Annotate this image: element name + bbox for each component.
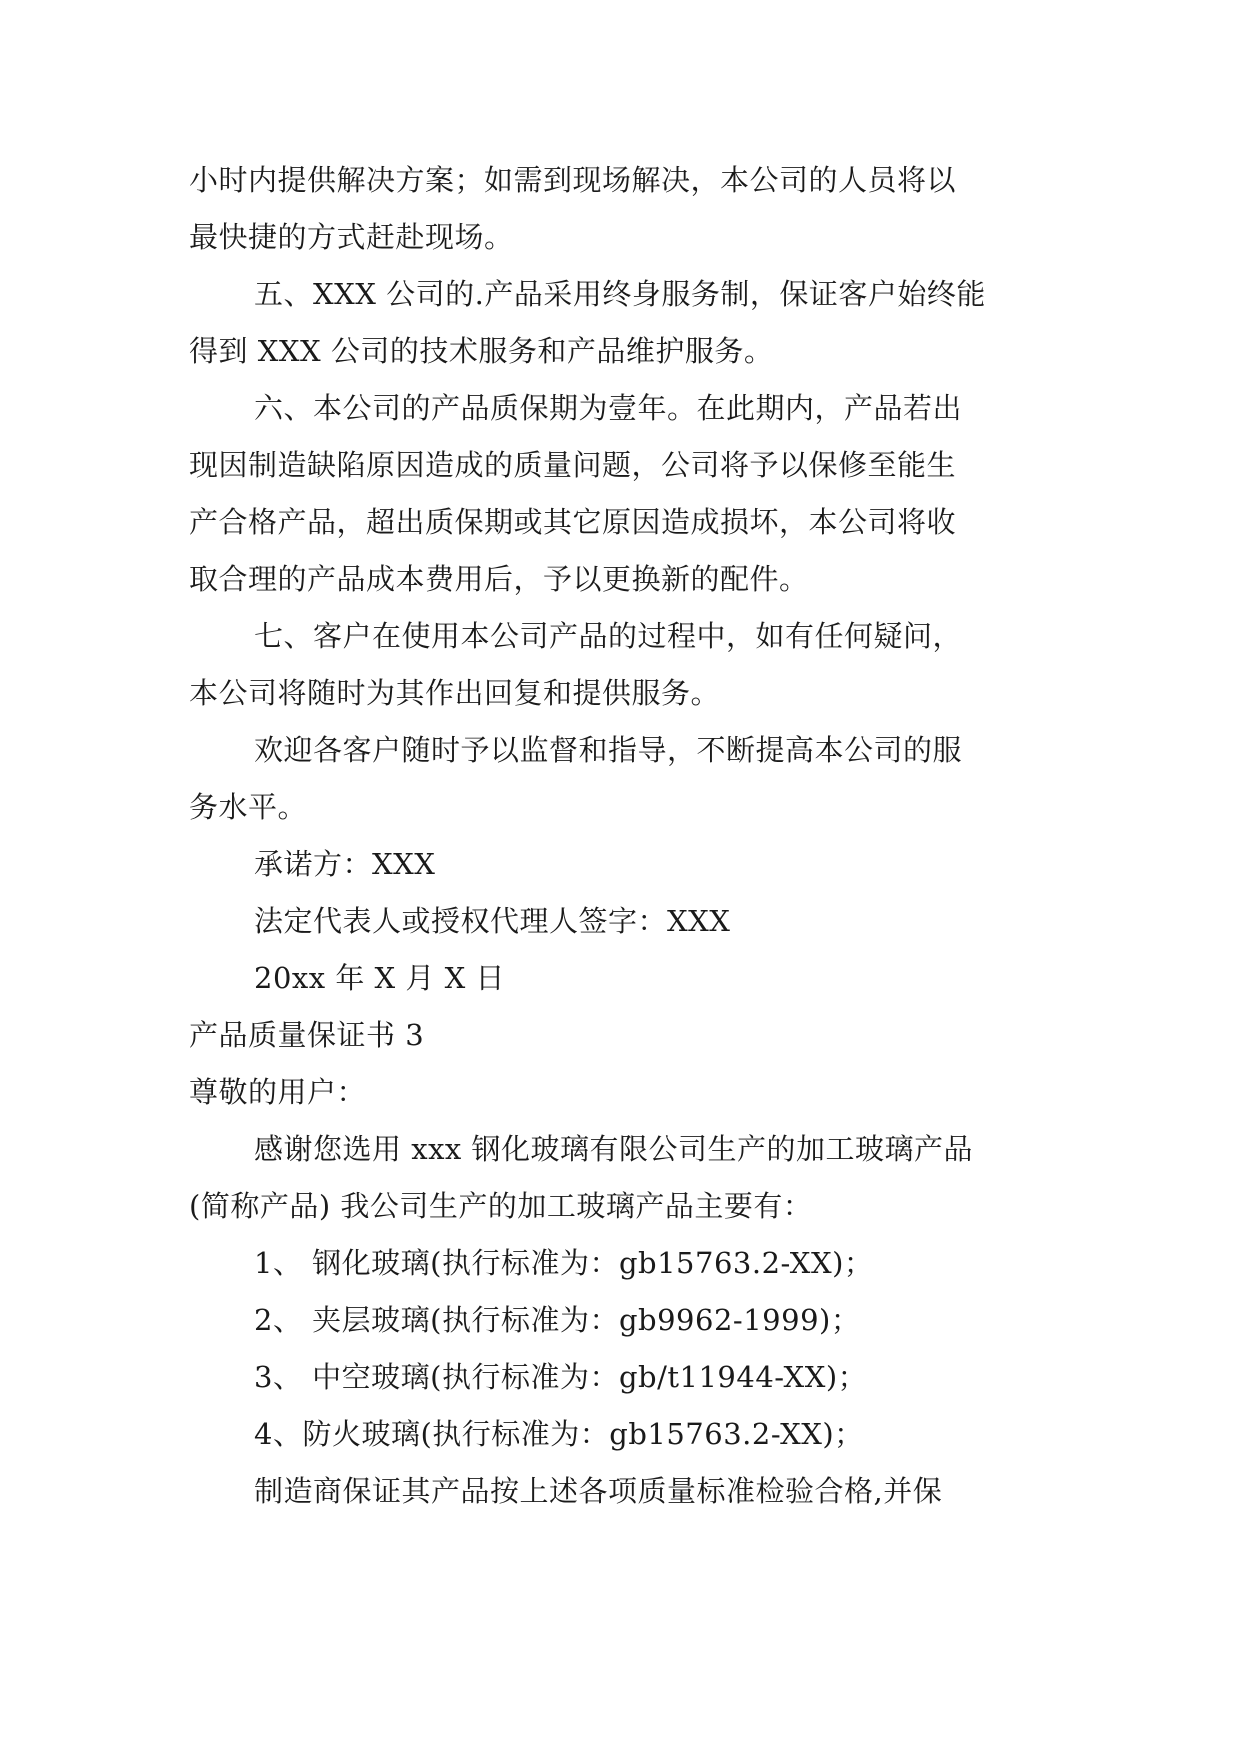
list-item: 4、防火玻璃(执行标准为：gb15763.2-XX)； (254, 1417, 864, 1451)
text-line: (简称产品) 我公司生产的加工玻璃产品主要有： (189, 1189, 813, 1223)
text-line: 欢迎各客户随时予以监督和指导，不断提高本公司的服 (254, 733, 963, 767)
list-item: 2、 夹层玻璃(执行标准为：gb9962-1999)； (254, 1303, 861, 1337)
text-line: 最快捷的方式赶赴现场。 (189, 220, 514, 254)
text-line: 本公司将随时为其作出回复和提供服务。 (189, 676, 721, 710)
section-heading: 产品质量保证书 3 (189, 1018, 425, 1052)
text-line: 六、本公司的产品质保期为壹年。在此期内，产品若出 (254, 391, 963, 425)
salutation: 尊敬的用户： (189, 1075, 367, 1109)
text-line: 务水平。 (189, 790, 308, 824)
text-line: 得到 XXX 公司的技术服务和产品维护服务。 (189, 334, 774, 368)
signatory-line: 承诺方：XXX (254, 847, 436, 881)
text-line: 感谢您选用 xxx 钢化玻璃有限公司生产的加工玻璃产品 (254, 1132, 974, 1166)
text-line: 现因制造缺陷原因造成的质量问题，公司将予以保修至能生 (189, 448, 957, 482)
text-line: 五、XXX 公司的.产品采用终身服务制，保证客户始终能 (254, 277, 986, 311)
text-line: 产合格产品，超出质保期或其它原因造成损坏，本公司将收 (189, 505, 957, 539)
list-item: 1、 钢化玻璃(执行标准为：gb15763.2-XX)； (254, 1246, 874, 1280)
text-line: 七、客户在使用本公司产品的过程中，如有任何疑问， (254, 619, 963, 653)
date-line: 20xx 年 X 月 X 日 (254, 961, 505, 995)
text-line: 小时内提供解决方案；如需到现场解决，本公司的人员将以 (189, 163, 957, 197)
list-item: 3、 中空玻璃(执行标准为：gb/t11944-XX)； (254, 1360, 868, 1394)
signature-line: 法定代表人或授权代理人签字：XXX (254, 904, 731, 938)
text-line: 制造商保证其产品按上述各项质量标准检验合格,并保 (254, 1474, 943, 1508)
text-line: 取合理的产品成本费用后，予以更换新的配件。 (189, 562, 809, 596)
